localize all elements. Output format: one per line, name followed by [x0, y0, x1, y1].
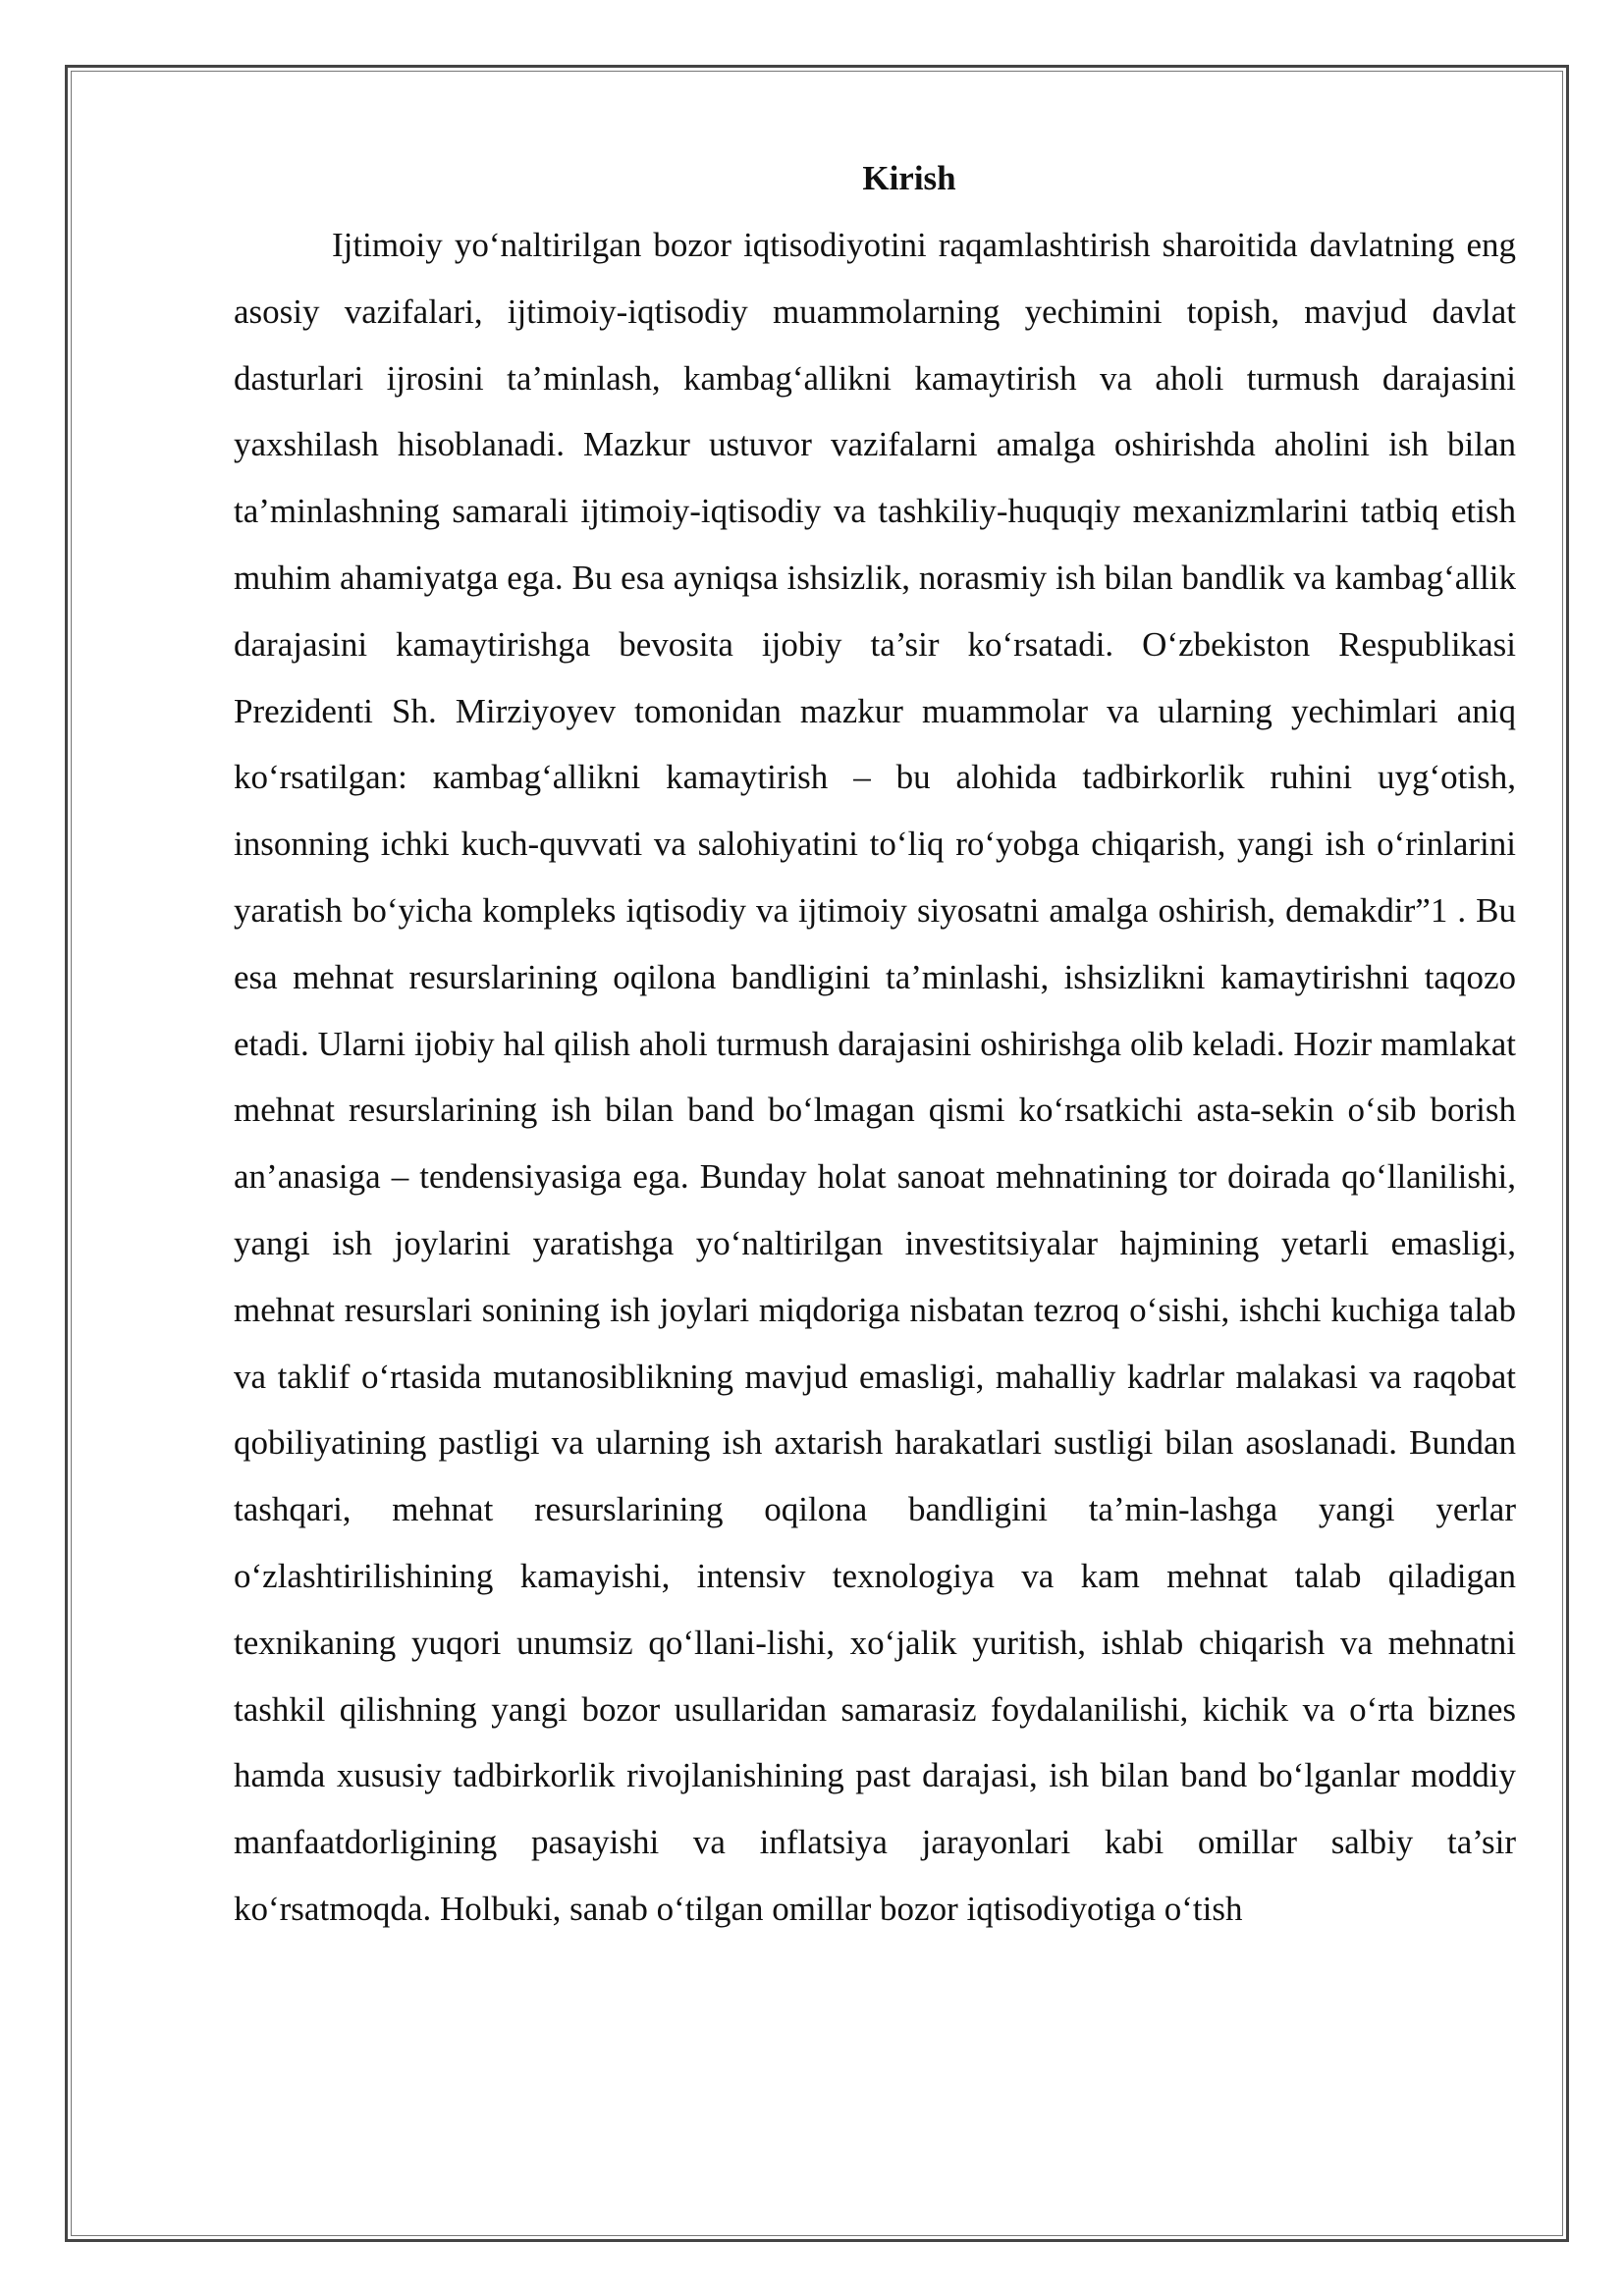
intro-paragraph: Ijtimoiy yo‘naltirilgan bozor iqtisodiyotini raqamlashtirish sharoitida davlatning eng asosiy vazifalari, ijtimoiy-iqtisodiy muammolarning yechimini topish, mavjud davlat dasturlari ijrosini ta’minlash, kambag‘allikni kamaytirish va aholi turmush darajasini yaxshilash hisoblanadi. Mazkur ustuvor vazifalarni amalga oshirishda aholini ish bilan ta’minlashning samarali ijtimoiy-iqtisodiy va tashkiliy-huquqiy mexanizmlarini tatbiq etish muhim ahamiyatga ega. Bu esa ayniqsa ishsizlik, norasmiy ish bilan bandlik va kambag‘allik darajasini kamaytirishga bevosita ijobiy ta’sir ko‘rsatadi. O‘zbekiston Respublikasi Prezidenti Sh. Mirziyoyev tomonidan mazkur muammolar va ularning yechimlari aniq ko‘rsatilgan: кambag‘allikni kamaytirish – bu alohida tadbirkorlik ruhini uyg‘otish, insonning ichki kuch-quvvati va salohiyatini to‘liq ro‘yobga chiqarish, yangi ish o‘rinlarini yaratish bo‘yicha kompleks iqtisodiy va ijtimoiy siyosatni amalga oshirish, demakdir”1 . Bu esa mehnat resurslarining oqilona bandligini ta’minlashi, ishsizlikni kamaytirishni taqozo etadi. Ularni ijobiy hal qilish aholi turmush darajasini oshirishga olib keladi. Hozir mamlakat mehnat resurslarining ish bilan band bo‘lmagan qismi ko‘rsatkichi asta-sekin o‘sib borish an’anasiga – tendensiyasiga ega. Bunday holat sanoat mehnatining tor doirada qo‘llanilishi, yangi ish joylarini yaratishga yo‘naltirilgan investitsiyalar hajmining yetarli emasligi, mehnat resurslari sonining ish joylari miqdoriga nisbatan tezroq o‘sishi, ishchi kuchiga talab va taklif o‘rtasida mutanosiblikning mavjud emasligi, mahalliy kadrlar malakasi va raqobat qobiliyatining pastligi va ularning ish axtarish harakatlari sustligi bilan asoslanadi. Bundan tashqari, mehnat resurslarining oqilona bandligini ta’min-lashga yangi yerlar o‘zlashtirilishining kamayishi, intensiv texnologiya va kam mehnat talab qiladigan texnikaning yuqori unumsiz qo‘llani-lishi, xo‘jalik yuritish, ishlab chiqarish va mehnatni tashkil qilishning yangi bozor usullaridan samarasiz foydalanilishi, kichik va o‘rta biznes hamda xususiy tadbirkorlik rivojlanishining past darajasi, ish bilan band bo‘lganlar moddiy manfaatdorligining pasayishi va inflatsiya jarayonlari kabi omillar salbiy ta’sir ko‘rsatmoqda. Holbuki, sanab o‘tilgan omillar bozor iqtisodiyotiga o‘tish [234, 226, 1516, 1928]
document-title: Kirish [862, 159, 956, 197]
document-body [234, 145, 1516, 1943]
